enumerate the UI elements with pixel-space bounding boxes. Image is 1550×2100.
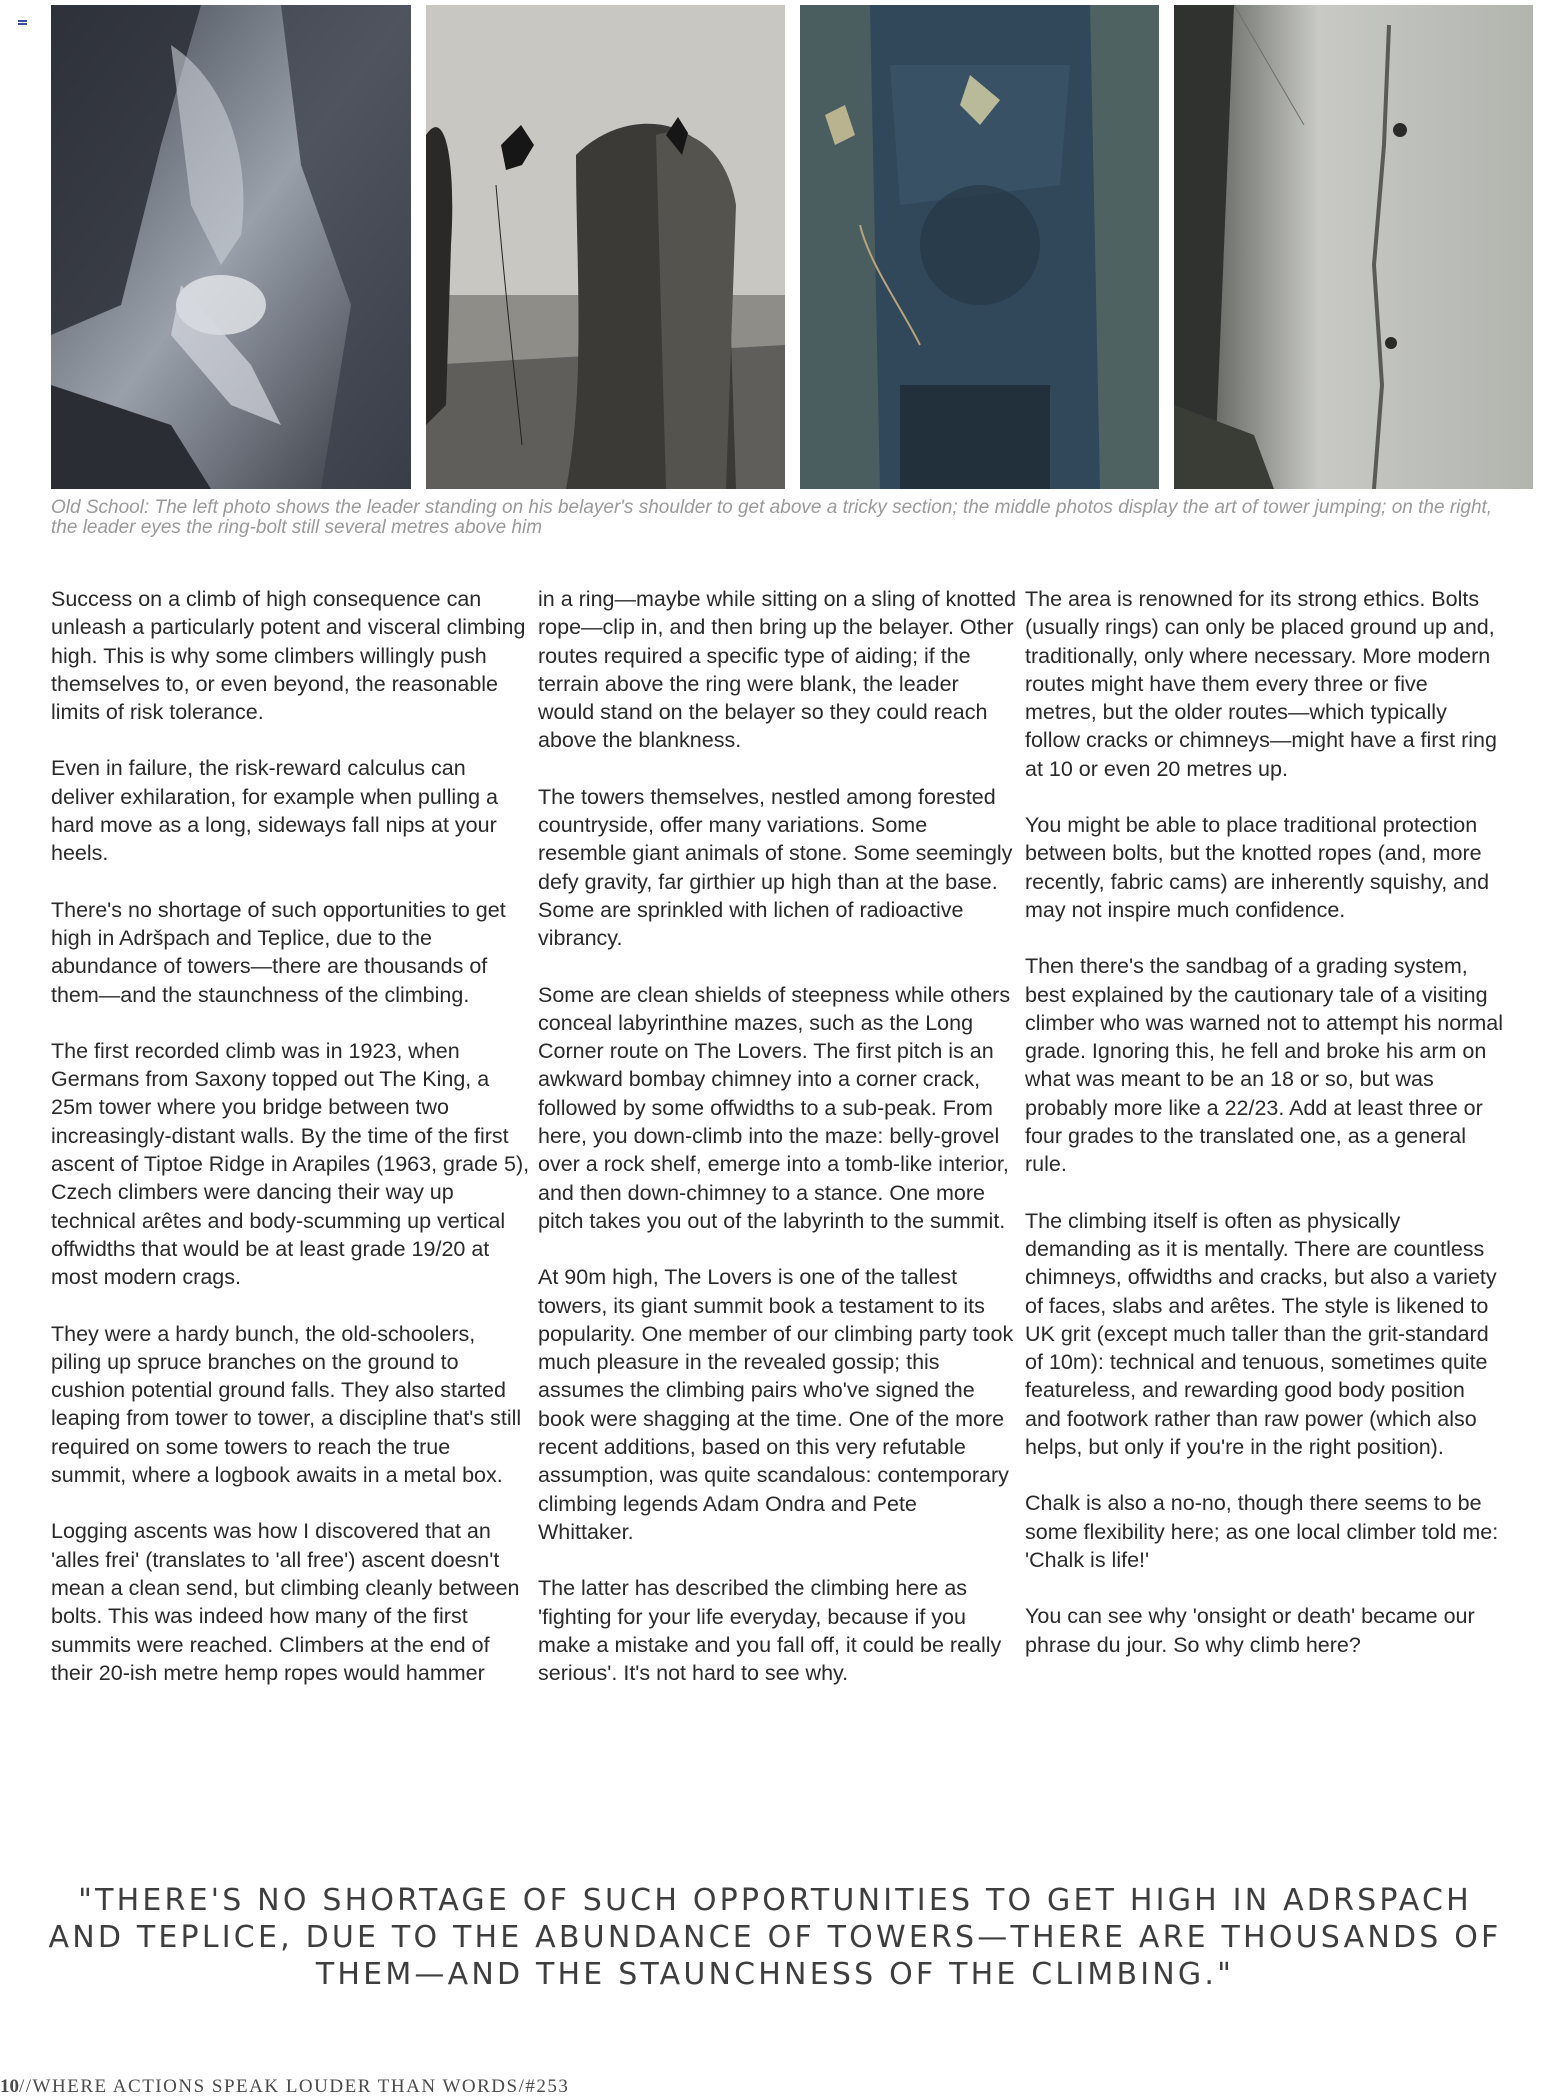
- paragraph: Logging ascents was how I discovered that an 'alles frei' (translates to 'all free') ascent doesn't mean a clean send, but climbing cleanly between bolts. This was indeed how many of the first summits were reached. Climbers at the end of their 20-ish metre hemp ropes would hammer: [51, 1519, 520, 1685]
- paragraph: The latter has described the climbing here as 'fighting for your life everyday, because if you make a mistake and you fall off, it could be really serious'. It's not hard to see why.: [538, 1576, 1002, 1686]
- article-column-1: [51, 585, 531, 1715]
- photo-strip: [51, 5, 1533, 489]
- paragraph: in a ring—maybe while sitting on a sling of knotted rope—clip in, and then bring up the belayer. Other routes required a specific type of aiding; if the terrain above the ring were blank, the leader would stand on the belayer so they could reach above the blankness.: [538, 587, 1017, 753]
- paragraph: Success on a climb of high consequence can unleash a particularly potent and visceral climbing high. This is why some climbers willingly push themselves to, or even beyond, the reasonable limits of risk tolerance.: [51, 587, 526, 725]
- paragraph: At 90m high, The Lovers is one of the tallest towers, its giant summit book a testament to its popularity. One member of our climbing party took much pleasure in the revealed gossip; this assumes the climbing pairs who've signed the book were shagging at the time. One of the more recent additions, based on this very refutable assumption, was quite scandalous: contemporary climbing legends Adam Ondra and Pete Whittaker.: [538, 1265, 1014, 1544]
- photo-caption: Old School: The left photo shows the leader standing on his belayer's shoulder to get above a tricky section; the middle photos display the art of tower jumping; on the right, the leader eyes the ring-bolt still several metres above him: [51, 497, 1493, 538]
- paragraph: Some are clean shields of steepness while others conceal labyrinthine mazes, such as the Long Corner route on The Lovers. The first pitch is an awkward bombay chimney into a corner crack, followed by some offwidths to a sub-peak. From here, you down-climb into the maze: belly-grovel over a rock shelf, emerge into a tomb-like interior, and then down-chimney to a stance. One more pitch takes you out of the labyrinth to the summit.: [538, 982, 1011, 1233]
- tower-jump-silhouette-photo-icon: [426, 5, 785, 489]
- tower-jump-forest-photo-icon: [800, 5, 1159, 489]
- paragraph: The towers themselves, nestled among forested countryside, offer many variations. Some resemble giant animals of stone. Some seemingly defy gravity, far girthier up high than at the base. Some are sprinkled with lichen of radioactive vibrancy.: [538, 784, 1013, 951]
- paragraph: You can see why 'onsight or death' became our phrase du jour. So why climb here?: [1025, 1604, 1475, 1657]
- photo-leader-on-shoulder: [51, 5, 411, 489]
- paragraph: Even in failure, the risk-reward calculus can deliver exhilaration, for example when pulling a hard move as a long, sideways fall nips at your heels.: [51, 756, 498, 866]
- article-column-3: [1025, 585, 1505, 1687]
- article-column-2: [538, 585, 1018, 1715]
- paragraph: They were a hardy bunch, the old-schoolers, piling up spruce branches on the ground to cushion potential ground falls. They also started leaping from tower to tower, a discipline that's still required on some towers to reach the true summit, where a logbook awaits in a metal box.: [51, 1321, 522, 1488]
- running-title: //WHERE ACTIONS SPEAK LOUDER THAN WORDS/#253: [19, 2076, 570, 2097]
- pull-quote: "THERE'S NO SHORTAGE OF SUCH OPPORTUNITIES TO GET HIGH IN ADRSPACH AND TEPLICE, DUE TO THE ABUNDANCE OF TOWERS—THERE ARE THOUSANDS OF THEM—AND THE STAUNCHNESS OF THE CLIMBING.": [48, 1883, 1502, 1992]
- paragraph: The first recorded climb was in 1923, when Germans from Saxony topped out The King, a 25m tower where you bridge between two increasingly-distant walls. By the time of the first ascent of Tiptoe Ridge in Arapiles (1963, grade 5), Czech climbers were dancing their way up technical arêtes and body-scumming up vertical offwidths that would be at least grade 19/20 at most modern crags.: [51, 1038, 530, 1290]
- menu-icon[interactable]: [18, 20, 27, 27]
- photo-tower-jump-2: [800, 5, 1159, 489]
- leader-on-shoulder-photo-icon: [51, 5, 411, 489]
- paragraph: The climbing itself is often as physically demanding as it is mentally. There are countless chimneys, offwidths and cracks, but also a variety of faces, slabs and arêtes. The style is likened to UK grit (except much taller than the grit-standard of 10m): technical and tenuous, sometimes quite featureless, and rewarding good body position and footwork rather than raw power (which also helps, but only if you're in the right position).: [1025, 1208, 1497, 1460]
- paragraph: Then there's the sandbag of a grading system, best explained by the cautionary tale of a visiting climber who was warned not to attempt his normal grade. Ignoring this, he fell and broke his arm on what was meant to be an 18 or so, but was probably more like a 22/23. Add at least three or four grades to the translated one, as a general rule.: [1025, 954, 1503, 1177]
- ring-bolt-photo-icon: [1174, 5, 1533, 489]
- page-footer: [0, 2076, 569, 2098]
- paragraph: There's no shortage of such opportunities to get high in Adršpach and Teplice, due to the abundance of towers—there are thousands of them—and the staunchness of the climbing.: [51, 897, 506, 1007]
- page-number: 10: [0, 2076, 19, 2097]
- photo-tower-jump-1: [426, 5, 785, 489]
- paragraph: The area is renowned for its strong ethics. Bolts (usually rings) can only be placed ground up and, traditionally, only where necessary. More modern routes might have them every three or five metres, but the older routes—which typically follow cracks or chimneys—might have a first ring at 10 or even 20 metres up.: [1025, 587, 1497, 781]
- paragraph: Chalk is also a no-no, though there seems to be some flexibility here; as one local climber told me: 'Chalk is life!': [1025, 1491, 1499, 1572]
- photo-ring-bolt: [1174, 5, 1533, 489]
- paragraph: You might be able to place traditional protection between bolts, but the knotted ropes (and, more recently, fabric cams) are inherently squishy, and may not inspire much confidence.: [1025, 813, 1490, 922]
